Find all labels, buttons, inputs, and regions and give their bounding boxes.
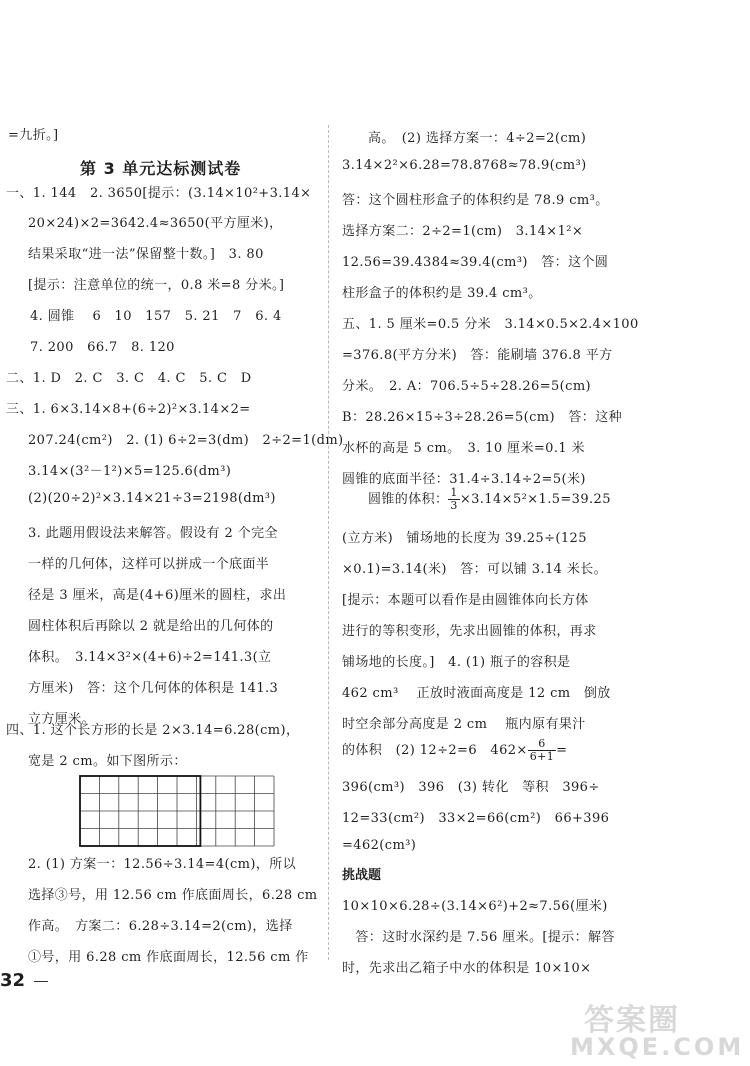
challenge-heading: 挑战题: [342, 868, 382, 883]
left-text-line: 7. 200 66.7 8. 120: [30, 340, 175, 355]
right-text-line: 铺场地的长度。] 4. (1) 瓶子的容积是: [342, 655, 571, 670]
fraction-denominator: 3: [450, 499, 458, 512]
right-text-line: 12.56=39.4384≈39.4(cm³) 答：这个圆: [342, 255, 609, 270]
cone-volume-line: [368, 487, 611, 512]
left-text-line: 4. 圆锥 6 10 157 5. 21 7 6. 4: [30, 309, 282, 324]
right-text-line: 时，先求出乙箱子中水的体积是 10×10×: [342, 961, 592, 976]
left-text-line: 结果采取“进一法”保留整十数。] 3. 80: [28, 247, 264, 262]
fraction-numerator: 1: [450, 486, 458, 499]
watermark-bottom-text: MXQE.COM: [570, 1033, 745, 1061]
left-text-line: 径是 3 厘米，高是(4+6)厘米的圆柱，求出: [28, 588, 287, 603]
right-text-line: 水杯的高是 5 cm。 3. 10 厘米=0.1 米: [342, 441, 585, 456]
fraction-denominator: 6+1: [529, 750, 555, 763]
right-text-line: 时空余部分高度是 2 cm 瓶内原有果汁: [342, 717, 586, 732]
left-text-line: 宽是 2 cm。如下图所示：: [28, 754, 187, 769]
page-title: 第 3 单元达标测试卷: [80, 159, 242, 178]
left-text-line: 四、1. 这个长方形的长是 2×3.14=6.28(cm)，: [6, 723, 300, 738]
left-text-line: 选择③号，用 12.56 cm 作底面周长，6.28 cm: [28, 888, 318, 903]
right-text-line: 圆锥的底面半径：31.4÷3.14÷2=5(米): [342, 472, 586, 487]
right-text-line: 进行的等积变形，先求出圆锥的体积，再求: [342, 624, 597, 639]
right-text-line: 高。 (2) 选择方案一：4÷2=2(cm): [368, 131, 587, 146]
right-text-line: 分米。 2. A：706.5÷5÷28.26=5(cm): [342, 379, 592, 394]
page-number-dash: [34, 981, 48, 982]
left-text-line: 20×24)×2=3642.4≈3650(平方厘米)，: [28, 216, 283, 231]
watermark-top-text: 答案圈: [584, 1003, 680, 1038]
left-text-line: 立方厘米。: [28, 712, 96, 727]
left-text-line: 二、1. D 2. C 3. C 4. C 5. C D: [6, 371, 252, 386]
left-text-line: 一样的几何体，这样可以拼成一个底面半: [28, 557, 270, 572]
right-text-line: 答：这时水深约是 7.56 厘米。[提示：解答: [342, 930, 615, 945]
rectangle-grid-figure: [79, 775, 275, 847]
fraction-one-third: [448, 487, 459, 512]
right-text-line: =462(cm³): [342, 838, 417, 853]
right-text-line: [提示：本题可以看作是由圆锥体向长方体: [342, 593, 589, 608]
left-text-line: 作高。 方案二：6.28÷3.14=2(cm)，选择: [28, 919, 293, 934]
right-text-line: 12=33(cm²) 33×2=66(cm²) 66+396: [342, 811, 610, 826]
fraction-six-sevenths: [528, 738, 556, 763]
right-text-line: 五、1. 5 厘米=0.5 分米 3.14×0.5×2.4×100: [342, 317, 639, 332]
left-text-line: [提示：注意单位的统一，0.8 米=8 分米。]: [28, 278, 285, 293]
left-text-line: 体积。 3.14×3²×(4+6)÷2=141.3(立: [28, 650, 272, 665]
juice-volume-line: [342, 738, 567, 763]
right-text-line: 柱形盒子的体积约是 39.4 cm³。: [342, 286, 542, 301]
right-text-line: 选择方案二：2÷2=1(cm) 3.14×1²×: [342, 224, 584, 239]
left-text-line: =九折。]: [8, 128, 59, 143]
fraction-numerator: 6: [528, 738, 556, 751]
right-text-line: 10×10×6.28÷(3.14×6²)+2≈7.56(厘米): [342, 899, 608, 914]
left-text-line: 207.24(cm²) 2. (1) 6÷2=3(dm) 2÷2=1(dm): [28, 433, 344, 448]
left-text-line: 一、1. 144 2. 3650[提示：(3.14×10²+3.14×: [6, 186, 312, 201]
right-text-line: =376.8(平方分米) 答：能刷墙 376.8 平方: [342, 348, 613, 363]
left-text-line: ①号，用 6.28 cm 作底面周长，12.56 cm 作: [28, 950, 309, 965]
left-text-line: (2)(20÷2)²×3.14×21÷3=2198(dm³): [28, 491, 276, 506]
watermark-logo: [568, 995, 748, 1065]
right-text-line: 3.14×2²×6.28=78.8768≈78.9(cm³): [342, 158, 587, 173]
left-text-line: 3.14×(3²－1²)×5=125.6(dm³): [28, 464, 232, 479]
left-text-line: 三、1. 6×3.14×8+(6÷2)²×3.14×2=: [6, 402, 251, 417]
juice-volume-suffix: =: [556, 743, 568, 758]
right-text-line: ×0.1)=3.14(米) 答：可以铺 3.14 米长。: [342, 562, 608, 577]
cone-volume-suffix: ×3.14×5²×1.5=39.25: [459, 492, 611, 507]
left-text-line: 3. 此题用假设法来解答。假设有 2 个完全: [28, 526, 278, 541]
juice-volume-prefix: 的体积 (2) 12÷2=6 462×: [342, 743, 528, 758]
right-text-line: 462 cm³ 正放时液面高度是 12 cm 倒放: [342, 686, 611, 701]
right-text-line: B：28.26×15÷3÷28.26=5(cm) 答：这种: [342, 410, 622, 425]
right-text-line: 答：这个圆柱形盒子的体积约是 78.9 cm³。: [342, 193, 609, 208]
left-text-line: 方厘米) 答：这个几何体的体积是 141.3: [28, 681, 279, 696]
right-text-line: 396(cm³) 396 (3) 转化 等积 396÷: [342, 780, 600, 795]
right-text-line: (立方米) 铺场地的长度为 39.25÷(125: [342, 531, 587, 546]
left-text-line: 2. (1) 方案一：12.56÷3.14=4(cm)，所以: [28, 857, 297, 872]
cone-volume-prefix: 圆锥的体积：: [368, 492, 449, 507]
left-text-line: 圆柱体积后再除以 2 就是给出的几何体的: [28, 619, 274, 634]
page-number: 32: [0, 970, 26, 991]
